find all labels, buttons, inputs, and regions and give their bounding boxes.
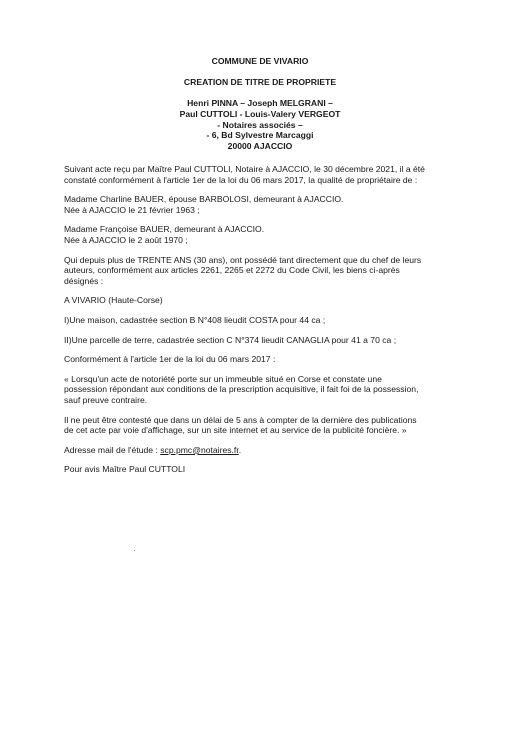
quote-line-2: possession répondant aux conditions de la prescription acquisitive, il fait foi de la possession, (64, 384, 419, 395)
document-body (64, 164, 464, 484)
item-1-paragraph: I)Une maison, cadastrée section B N°408 lieudit COSTA pour 44 ca ; (64, 314, 326, 325)
possession-line-1: Qui depuis plus de TRENTE ANS (30 ans), ont possédé tant directement que du chef de leurs (64, 254, 422, 265)
owner-2-paragraph (64, 224, 464, 245)
scan-speck (134, 550, 135, 551)
intro-line-2: constaté conformément à l'article 1er de la loi du 06 mars 2017, la qualité de propriétaire de : (64, 174, 418, 185)
email-end: . (238, 444, 242, 455)
owner-2-line-1: Madame Françoise BAUER, demeurant à AJACCIO. (64, 224, 265, 235)
contest-line-1: Il ne peut être contesté que dans un délai de 5 ans à compter de la dernière des publications (64, 414, 417, 425)
item-2-paragraph: II)Une parcelle de terre, cadastrée section C N°374 lieudit CANAGLIA pour 41 a 70 ca ; (64, 334, 397, 345)
contest-paragraph (64, 415, 464, 436)
owner-2-line-2: Née à AJACCIO le 2 août 1970 ; (64, 234, 188, 245)
notaires-line-3: - Notaires associés – (217, 119, 303, 130)
quote-line-3: sauf preuve contraire. (64, 394, 148, 405)
intro-line-1: Suivant acte reçu par Maître Paul CUTTOLI, Notaire à AJACCIO, le 30 décembre 2021, il a été (64, 164, 425, 174)
document-header (0, 56, 520, 151)
commune-title: COMMUNE DE VIVARIO (211, 56, 309, 66)
possession-line-3: désignés : (64, 275, 104, 286)
location-paragraph: A VIVARIO (Haute-Corse) (64, 295, 163, 306)
signature-paragraph: Pour avis Maître Paul CUTTOLI (64, 464, 186, 475)
owner-1-line-2: Née à AJACCIO le 21 février 1963 ; (64, 204, 200, 215)
address-line-2: 20000 AJACCIO (227, 140, 293, 151)
email-paragraph (64, 445, 464, 456)
quote-line-1: « Lorsqu'un acte de notoriété porte sur un immeuble situé en Corse et constate une (64, 373, 382, 384)
conformement-paragraph: Conformément à l'article 1er de la loi du 06 mars 2017 : (64, 354, 276, 365)
notaires-line-1: Henri PINNA – Joseph MELGRANI – (187, 98, 333, 109)
owner-1-line-1: Madame Charline BAUER, épouse BARBOLOSI, demeurant à AJACCIO. (64, 194, 344, 205)
owner-1-paragraph (64, 194, 464, 215)
address-line-1: - 6, Bd Sylvestre Marcaggi (206, 130, 314, 141)
email-label: Adresse mail de l'étude : (64, 444, 161, 455)
possession-line-2: auteurs, conformément aux articles 2261, 2265 et 2272 du Code Civil, les biens ci-après (64, 265, 400, 276)
contest-line-2: de cet acte par voie d'affichage, sur un site internet et au service de la publicité foncière. » (64, 425, 407, 436)
email-link[interactable]: scp.pmc@notaires.fr (160, 444, 239, 455)
intro-paragraph (64, 164, 464, 185)
quote-paragraph (64, 374, 464, 406)
notaires-line-2: Paul CUTTOLI - Louis-Valery VERGEOT (179, 108, 341, 119)
document-title: CREATION DE TITRE DE PROPRIETE (183, 77, 337, 88)
possession-paragraph (64, 255, 464, 287)
